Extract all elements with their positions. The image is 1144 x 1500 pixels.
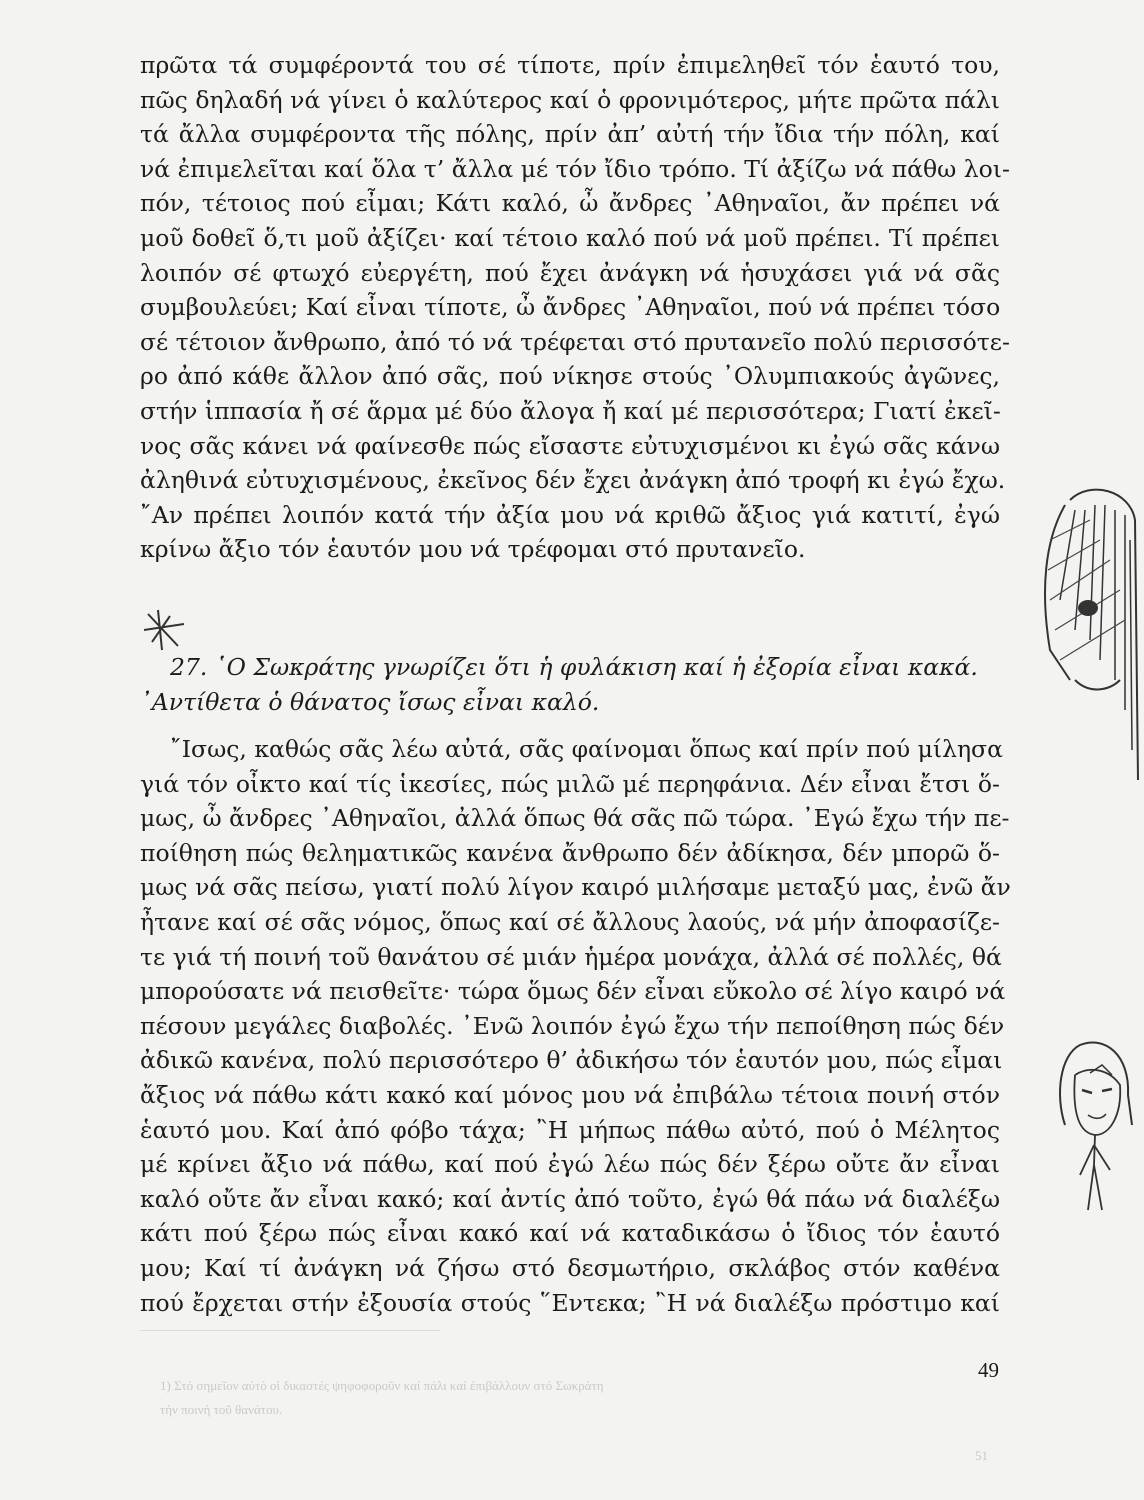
text-line: γιά τόν οἶκτο καί τίς ἱκεσίες, πώς μιλῶ μέ περηφάνια. Δέν εἶναι ἔτσι ὅ- <box>140 769 1000 798</box>
text-line: κάτι πού ξέρω πώς εἶναι κακό καί νά καταδικάσω ὁ ἴδιος τόν ἑαυτό <box>140 1219 1000 1248</box>
bleed-through-footnote-line-2: τήν ποινή τοῦ θανάτου. <box>160 1402 283 1417</box>
section-heading <box>140 650 1000 719</box>
text-line: λοιπόν σέ φτωχό εὐεργέτη, πού ἔχει ἀνάγκη νά ἡσυχάσει γιά νά σᾶς <box>140 258 1000 287</box>
text-line: μως νά σᾶς πείσω, γιατί πολύ λίγον καιρό μιλήσαμε μεταξύ μας, ἐνῶ ἄν <box>140 873 1011 902</box>
text-line: ἄξιος νά πάθω κάτι κακό καί μόνος μου νά ἐπιβάλω τέτοια ποινή στόν <box>140 1080 1000 1109</box>
text-line: ῎Αν πρέπει λοιπόν κατά τήν ἀξία μου νά κριθῶ ἄξιος γιά κατιτί, ἐγώ <box>140 500 1000 529</box>
text-line: μου; Καί τί ἀνάγκη νά ζήσω στό δεσμωτήριο, σκλάβος στόν καθένα <box>140 1253 1000 1282</box>
text-line: στήν ἱππασία ἤ σέ ἅρμα μέ δύο ἄλογα ἤ καί μέ περισσότερα; Γιατί ἐκεῖ- <box>140 396 1001 425</box>
text-line: ἀδικῶ κανένα, πολύ περισσότερο θ’ ἀδικήσω τόν ἑαυτόν μου, πώς εἶμαι <box>140 1046 1003 1075</box>
text-line: νος σᾶς κάνει νά φαίνεσθε πώς εἴσαστε εὐτυχισμένοι κι ἐγώ σᾶς κάνω <box>140 431 1000 460</box>
face-doodle-icon <box>1030 480 1140 790</box>
text-line: πόν, τέτοιος πού εἶμαι; Κάτι καλό, ὦ ἄνδρες ᾿Αθηναῖοι, ἄν πρέπει νά <box>140 189 1000 218</box>
text-line: πού ἔρχεται στήν ἐξουσία στούς ῞Εντεκα; ῍Η νά διαλέξω πρόστιμο καί <box>140 1288 1000 1317</box>
section-title-line-1: ῾Ο Σωκράτης γνωρίζει ὅτι ἡ φυλάκιση καί ἡ ἐξορία εἶναι κακά. <box>214 653 978 681</box>
text-line: μοῦ δοθεῖ ὅ,τι μοῦ ἀξίζει· καί τέτοιο καλό πού νά μοῦ πρέπει. Τί πρέπει <box>140 223 1000 252</box>
text-line: τά ἄλλα συμφέροντα τῆς πόλης, πρίν ἀπ’ αὐτή τήν ἴδια τήν πόλη, καί <box>140 120 1000 149</box>
text-line: συμβουλεύει; Καί εἶναι τίποτε, ὦ ἄνδρες ᾿Αθηναῖοι, πού νά πρέπει τόσο <box>140 293 1001 322</box>
text-line: μπορούσατε νά πεισθεῖτε· τώρα ὅμως δέν εἶναι εὔκολο σέ λίγο καιρό νά <box>140 977 1006 1006</box>
girl-doodle-icon <box>1050 1035 1140 1215</box>
paragraph-2 <box>140 732 1011 1320</box>
text-line: ποίθηση πώς θεληματικῶς κανένα ἄνθρωπο δέν ἀδίκησα, δέν μπορῶ ὅ- <box>140 838 1000 867</box>
page-body <box>140 48 1011 1317</box>
text-line: σέ τέτοιον ἄνθρωπο, ἀπό τό νά τρέφεται στό πρυτανεῖο πολύ περισσότε- <box>140 327 1010 356</box>
text-line: νά ἐπιμελεῖται καί ὅλα τ’ ἄλλα μέ τόν ἴδιο τρόπο. Τί ἀξίζω νά πάθω λοι- <box>140 154 1010 183</box>
page-number: 49 <box>978 1358 999 1382</box>
section-number: 27. <box>170 653 208 681</box>
text-line: ἀληθινά εὐτυχισμένους, ἐκεῖνος δέν ἔχει ἀνάγκη ἀπό τροφή κι ἐγώ ἔχω. <box>140 466 1006 495</box>
footnote-rule <box>140 1330 440 1331</box>
text-line: ῎Ισως, καθώς σᾶς λέω αὐτά, σᾶς φαίνομαι ὅπως καί πρίν πού μίλησα <box>170 735 1003 763</box>
text-line: τε γιά τή ποινή τοῦ θανάτου σέ μιάν ἡμέρα μονάχα, ἀλλά σέ πολλές, θά <box>140 942 1002 971</box>
text-line: μως, ὦ ἄνδρες ᾿Αθηναῖοι, ἀλλά ὅπως θά σᾶς πῶ τώρα. ᾿Εγώ ἔχω τήν πε- <box>140 804 1010 833</box>
text-line: μέ κρίνει ἄξιο νά πάθω, καί πού ἐγώ λέω πώς δέν ξέρω οὔτε ἄν εἶναι <box>140 1150 1000 1179</box>
paragraph-1 <box>140 48 1010 567</box>
section-title-line-2: ᾿Αντίθετα ὁ θάνατος ἴσως εἶναι καλό. <box>140 687 600 716</box>
text-line: πέσουν μεγάλες διαβολές. ᾿Ενῶ λοιπόν ἐγώ ἔχω τήν πεποίθηση πώς δέν <box>140 1011 1005 1040</box>
text-line: πῶς δηλαδή νά γίνει ὁ καλύτερος καί ὁ φρονιμότερος, μήτε πρῶτα πάλι <box>140 85 1000 114</box>
text-line: ἑαυτό μου. Καί ἀπό φόβο τάχα; ῍Η μήπως πάθω αὐτό, πού ὁ Μέλητος <box>140 1115 1000 1144</box>
bleed-through-page-number: 51 <box>975 1448 988 1463</box>
text-line: ἦτανε καί σέ σᾶς νόμος, ὅπως καί σέ ἄλλους λαούς, νά μήν ἀποφασίζε- <box>140 907 1000 936</box>
text-line: πρῶτα τά συμφέροντά του σέ τίποτε, πρίν ἐπιμεληθεῖ τόν ἑαυτό του, <box>140 51 1000 79</box>
text-line: καλό οὔτε ἄν εἶναι κακό; καί ἀντίς ἀπό τοῦτο, ἐγώ θά πάω νά διαλέξω <box>140 1184 1000 1213</box>
pencil-mark-icon <box>140 606 188 654</box>
text-line: ρο ἀπό κάθε ἄλλον ἀπό σᾶς, πού νίκησε στούς ᾿Ολυμπιακούς ἀγῶνες, <box>140 362 1000 391</box>
bleed-through-footnote-line-1: 1) Στό σημεῖον αὐτό οἱ δικαστές ψηφοφοροῦν καί πάλι καί ἐπιβάλλουν στό Σωκράτη <box>160 1378 604 1393</box>
text-line: κρίνω ἄξιο τόν ἑαυτόν μου νά τρέφομαι στό πρυτανεῖο. <box>140 535 806 564</box>
